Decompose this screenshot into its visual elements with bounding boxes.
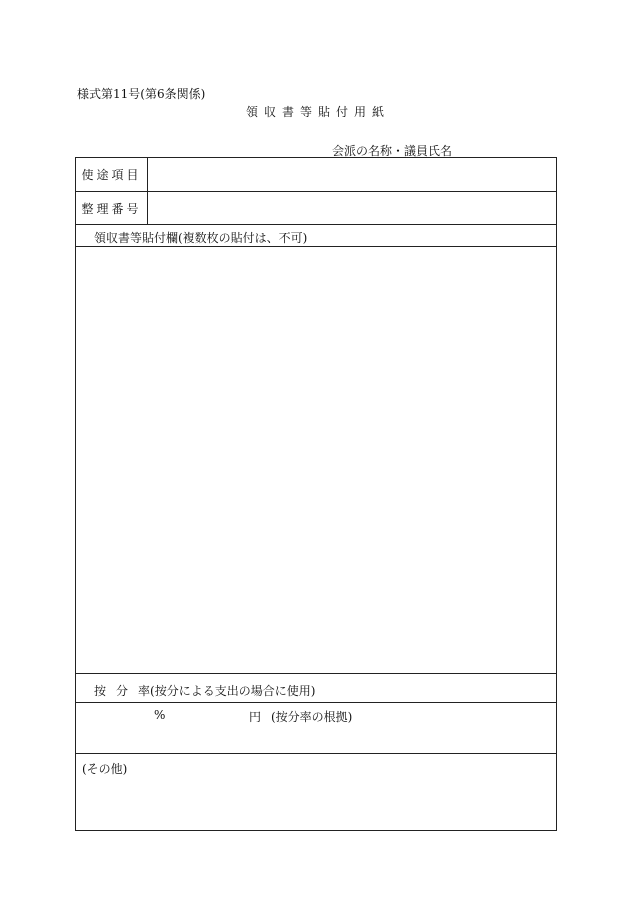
proportion-header-row	[76, 674, 556, 703]
form-number: 様式第11号(第6条関係)	[77, 87, 206, 101]
yen-sign: 円	[249, 710, 262, 724]
document-title: 領収書等貼付用紙	[246, 105, 391, 119]
proportion-label-spaced: 按分	[94, 684, 139, 698]
receipt-attachment-area[interactable]	[76, 247, 556, 674]
usage-item-row	[76, 158, 556, 192]
usage-item-field[interactable]	[148, 158, 556, 191]
other-notes-label: (その他)	[82, 762, 128, 776]
attachment-header-label: 領収書等貼付欄(複数枚の貼付は、不可)	[94, 231, 308, 245]
reference-number-row	[76, 192, 556, 225]
proportion-values-row[interactable]	[76, 703, 556, 754]
reference-number-label: 整理番号	[76, 192, 148, 224]
faction-member-label: 会派の名称・議員氏名	[332, 144, 453, 158]
other-notes-row[interactable]	[76, 754, 556, 830]
proportion-rate-label	[94, 682, 315, 699]
usage-item-label: 使途項目	[76, 158, 148, 191]
reference-number-field[interactable]	[148, 192, 556, 224]
percent-sign: %	[154, 708, 166, 722]
proportion-basis-label: (按分率の根拠)	[271, 710, 353, 724]
proportion-label-rest: 率(按分による支出の場合に使用)	[138, 684, 316, 698]
receipt-form	[75, 157, 557, 831]
attachment-header-row	[76, 225, 556, 247]
